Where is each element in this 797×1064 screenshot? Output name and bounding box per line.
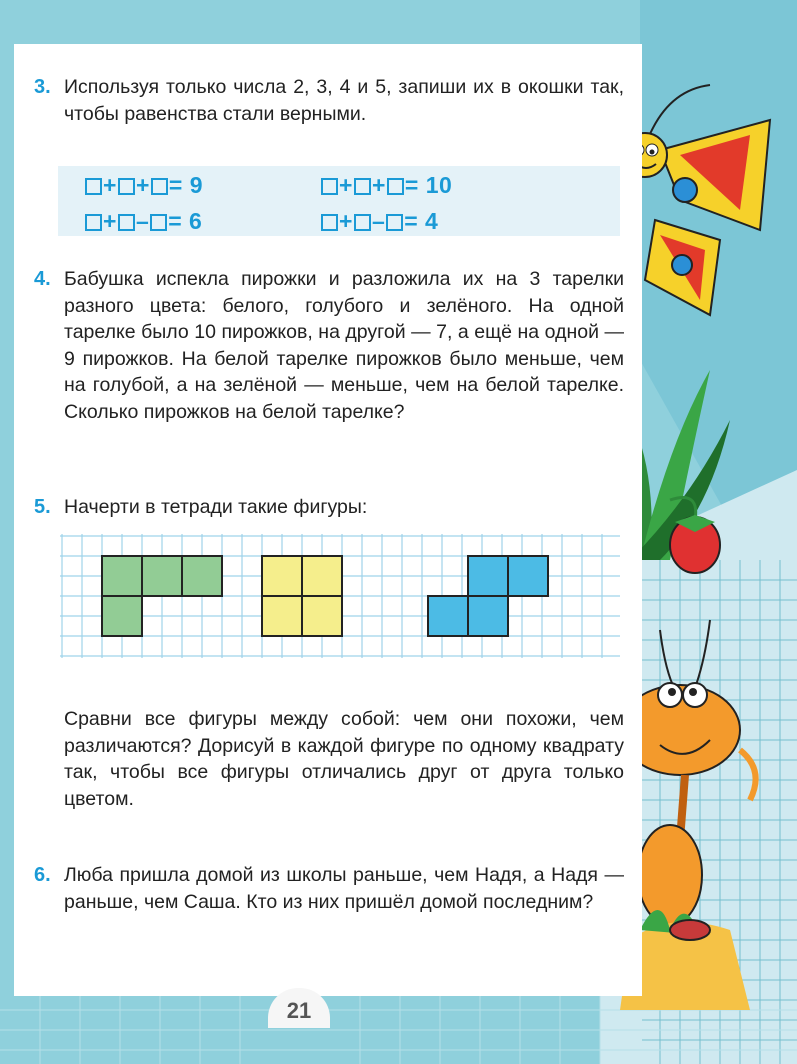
answer-box[interactable] bbox=[85, 178, 102, 195]
task-number: 3. bbox=[34, 76, 51, 98]
task-5 bbox=[34, 494, 624, 521]
task-text: Бабушка испекла пирожки и разложила их на 3 тарелки разного цвета: белого, голубого и зелёного. На одной тарелке было 10 пирожков, на другой — 7, а ещё на одной — 9 пирожков. На белой тарелке пирожков было меньше, чем на голубой, а на зелёной — меньше, чем на белой тарелке. Сколько пирожков на белой тарелке? bbox=[64, 268, 624, 423]
answer-box[interactable] bbox=[150, 214, 167, 231]
answer-box[interactable] bbox=[386, 214, 403, 231]
figures-grid bbox=[60, 534, 620, 658]
task-5-question bbox=[64, 706, 624, 812]
task-text: Люба пришла домой из школы раньше, чем Надя, а Надя — раньше, чем Саша. Кто из них пришёл домой последним? bbox=[64, 864, 624, 913]
answer-box[interactable] bbox=[118, 178, 135, 195]
page-number: 21 bbox=[268, 988, 330, 1028]
answer-box[interactable] bbox=[85, 214, 102, 231]
task-text: Используя только числа 2, 3, 4 и 5, запиши их в окошки так, чтобы равенства стали верными. bbox=[64, 76, 624, 125]
task-text: Сравни все фигуры между собой: чем они похожи, чем различаются? Дорисуй в каждой фигуре по одному квадрату так, чтобы все фигуры отличались друг от друга только цветом. bbox=[64, 708, 624, 810]
answer-box[interactable] bbox=[354, 214, 371, 231]
equation-2: + + = 10 bbox=[320, 172, 452, 199]
answer-box[interactable] bbox=[354, 178, 371, 195]
task-4 bbox=[34, 266, 624, 425]
task-3 bbox=[34, 74, 624, 127]
yellow-figure bbox=[262, 556, 342, 636]
task-number: 5. bbox=[34, 496, 51, 518]
blue-figure bbox=[428, 556, 548, 636]
equation-1: + + = 9 bbox=[84, 172, 203, 199]
page-sheet bbox=[14, 44, 642, 996]
answer-box[interactable] bbox=[321, 178, 338, 195]
answer-box[interactable] bbox=[387, 178, 404, 195]
task-6 bbox=[34, 862, 624, 915]
task-intro: Начерти в тетради такие фигуры: bbox=[64, 496, 368, 518]
task-number: 6. bbox=[34, 864, 51, 886]
equation-4: + – = 4 bbox=[320, 208, 438, 235]
answer-box[interactable] bbox=[321, 214, 338, 231]
answer-box[interactable] bbox=[151, 178, 168, 195]
answer-box[interactable] bbox=[118, 214, 135, 231]
equation-3: + – = 6 bbox=[84, 208, 202, 235]
task-number: 4. bbox=[34, 268, 51, 290]
